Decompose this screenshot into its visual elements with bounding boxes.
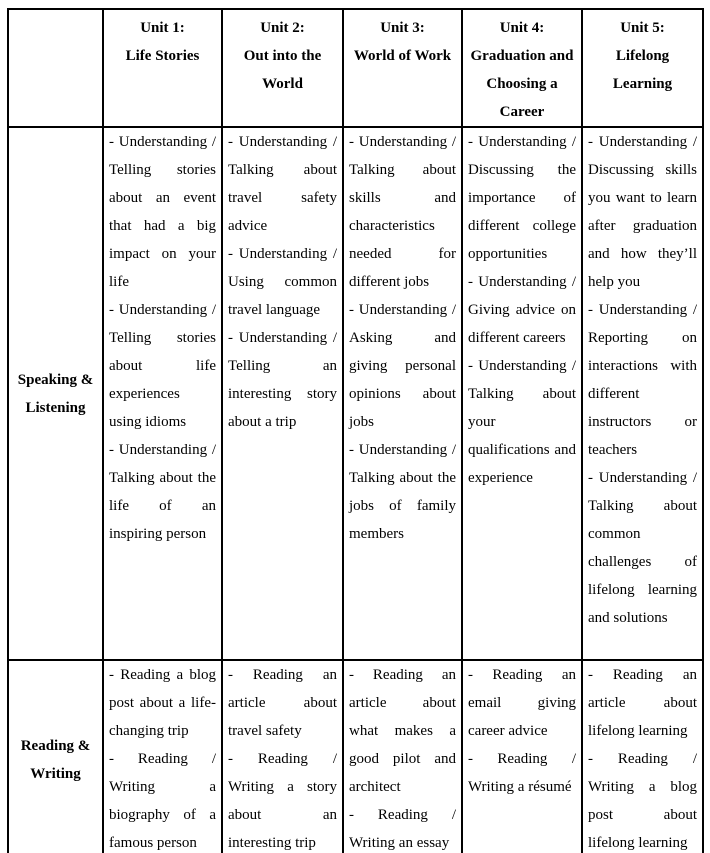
bullet-item: - Reading / Writing a blog post about lifelong learning	[588, 751, 697, 851]
bullet-item: - Reading / Writing a biography of a famous person	[109, 751, 216, 851]
bullet-item: - Understanding / Talking about common challenges of lifelong learning and solutions	[588, 470, 697, 626]
unit-4-number: Unit 4:	[499, 20, 545, 36]
unit-2-number: Unit 2:	[260, 20, 305, 36]
bullet-item: - Understanding / Talking about the life of an inspiring person	[109, 442, 216, 542]
column-header-unit-1	[103, 9, 222, 127]
bullet-item: - Reading a blog post about a life-changing trip	[109, 667, 216, 739]
cell-speaking-unit-5	[582, 127, 703, 660]
bullet-item: - Reading / Writing a story about an interesting trip	[228, 751, 337, 851]
column-header-unit-5	[582, 9, 703, 127]
cell-reading-unit-5	[582, 660, 703, 853]
row-label-speaking-listening: Speaking & Listening	[8, 127, 103, 660]
bullet-item: - Reading an article about what makes a good pilot and architect	[349, 667, 456, 795]
bullet-item: - Reading an article about lifelong learning	[588, 667, 697, 739]
bullet-item: - Understanding / Talking about the jobs of family members	[349, 442, 456, 542]
bullet-item: - Understanding / Telling stories about an event that had a big impact on your life	[109, 134, 216, 290]
bullet-item: - Understanding / Talking about skills and characteristics needed for different jobs	[349, 134, 456, 290]
unit-5-number: Unit 5:	[620, 20, 665, 36]
row-label-reading-writing: Reading & Writing	[8, 660, 103, 853]
corner-cell	[8, 9, 103, 127]
bullet-item: - Understanding / Talking about your qualifications and experience	[468, 358, 576, 486]
reading-writing-row	[8, 660, 703, 853]
speaking-listening-row	[8, 127, 703, 660]
bullet-item: - Understanding / Discussing skills you want to learn after graduation and how they’ll help you	[588, 134, 697, 290]
bullet-item: - Understanding / Telling stories about life experiences using idioms	[109, 302, 216, 430]
bullet-item: - Understanding / Talking about travel safety advice	[228, 134, 337, 234]
unit-3-number: Unit 3:	[380, 20, 425, 36]
bullet-item: - Reading an article about travel safety	[228, 667, 337, 739]
cell-speaking-unit-1	[103, 127, 222, 660]
unit-1-title: Life Stories	[125, 48, 200, 64]
cell-reading-unit-3	[343, 660, 462, 853]
bullet-item: - Reading / Writing a résumé	[468, 751, 576, 795]
unit-1-number: Unit 1:	[140, 20, 185, 36]
bullet-item: - Understanding / Asking and giving personal opinions about jobs	[349, 302, 456, 430]
bullet-item: - Understanding / Giving advice on different careers	[468, 274, 576, 346]
cell-speaking-unit-3	[343, 127, 462, 660]
column-header-unit-2	[222, 9, 343, 127]
unit-4-title: Graduation and Choosing a Career	[470, 48, 574, 120]
bullet-item: - Understanding / Using common travel language	[228, 246, 337, 318]
cell-reading-unit-4	[462, 660, 582, 853]
header-row	[8, 9, 703, 127]
unit-3-title: World of Work	[353, 48, 452, 64]
bullet-item: - Understanding / Telling an interesting story about a trip	[228, 330, 337, 430]
bullet-item: - Reading an email giving career advice	[468, 667, 576, 739]
unit-2-title: Out into the World	[243, 48, 322, 92]
cell-speaking-unit-2	[222, 127, 343, 660]
bullet-item: - Reading / Writing an essay	[349, 807, 456, 851]
cell-reading-unit-2	[222, 660, 343, 853]
column-header-unit-3	[343, 9, 462, 127]
cell-reading-unit-1	[103, 660, 222, 853]
cell-speaking-unit-4	[462, 127, 582, 660]
unit-5-title: Lifelong Learning	[612, 48, 673, 92]
bullet-item: - Understanding / Reporting on interactions with different instructors or teachers	[588, 302, 697, 458]
curriculum-table	[7, 8, 704, 853]
bullet-item: - Understanding / Discussing the importance of different college opportunities	[468, 134, 576, 262]
column-header-unit-4	[462, 9, 582, 127]
